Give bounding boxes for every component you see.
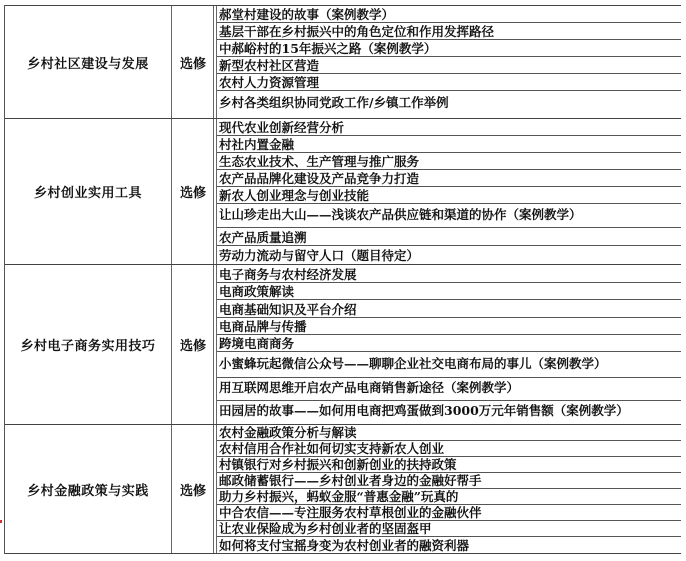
course-table (4, 5, 681, 554)
course-row: 劳动力流动与留守人口（题目待定） (219, 247, 420, 263)
category-cell: 乡村金融政策与实践 (27, 483, 149, 499)
table-section (5, 118, 681, 264)
course-row: 电商基础知识及平台介绍 (217, 300, 681, 318)
course-row: 让农业保险成为乡村创业者的坚固盔甲 (217, 521, 681, 537)
course-row: 农村人力资源管理 (217, 74, 681, 91)
course-row: 现代农业创新经营分析 (217, 119, 681, 136)
course-type-cell: 选修 (171, 265, 214, 424)
edge-mark (0, 520, 2, 523)
course-type-cell: 选修 (171, 119, 214, 264)
course-row: 小蜜蜂玩起微信公众号——聊聊企业社交电商布局的事儿（案例教学） (217, 352, 681, 378)
category-cell: 乡村电子商务实用技巧 (20, 339, 156, 354)
course-row: 中合农信——专注服务农村草根创业的金融伙伴 (217, 505, 681, 521)
course-row: 电商品牌与传播 (217, 318, 681, 335)
course-row: 基层干部在乡村振兴中的角色定位和作用发挥路径 (217, 23, 681, 40)
table-section (5, 5, 681, 118)
course-type-cell: 选修 (171, 6, 214, 118)
course-row: 乡村各类组织协同党政工作/乡镇工作举例 (219, 94, 449, 110)
course-row: 邮政储蓄银行——乡村创业者身边的金融好帮手 (217, 473, 681, 489)
course-row: 助力乡村振兴，蚂蚁金服“普惠金融”玩真的 (217, 489, 681, 505)
course-row: 农产品质量追溯 (217, 228, 681, 246)
course-row: 新型农村社区营造 (217, 57, 681, 74)
category-cell: 乡村创业实用工具 (33, 186, 142, 201)
course-list (217, 6, 681, 118)
course-list (217, 119, 681, 264)
course-row: 田园居的故事——如何用电商把鸡蛋做到3000万元年销售额（案例教学） (219, 403, 629, 419)
course-row: 新农人创业理念与创业技能 (217, 187, 681, 204)
course-row: 农村金融政策分析与解读 (217, 425, 681, 441)
course-row: 农村信用合作社如何切实支持新农人创业 (217, 441, 681, 457)
course-row: 如何将支付宝摇身变为农村创业者的融资利器 (219, 537, 470, 553)
course-row: 用互联网思维开启农产品电商销售新途径（案例教学） (217, 378, 681, 401)
course-row: 电商政策解读 (217, 283, 681, 300)
course-row: 村社内置金融 (217, 136, 681, 153)
course-row: 生态农业技术、生产管理与推广服务 (217, 153, 681, 170)
course-row: 电子商务与农村经济发展 (217, 265, 681, 283)
course-type-cell: 选修 (171, 425, 214, 553)
course-row: 跨境电商商务 (217, 335, 681, 352)
table-section (5, 264, 681, 424)
course-list (217, 425, 681, 553)
course-row: 中郝峪村的15年振兴之路（案例教学） (217, 40, 681, 57)
category-cell: 乡村社区建设与发展 (27, 56, 149, 72)
course-row: 让山珍走出大山——浅谈农产品供应链和渠道的协作（案例教学） (217, 204, 681, 228)
table-section (5, 424, 681, 554)
course-row: 郝堂村建设的故事（案例教学） (217, 6, 681, 23)
course-row: 农产品品牌化建设及产品竞争力打造 (217, 170, 681, 187)
course-list (217, 265, 681, 424)
course-row: 村镇银行对乡村振兴和创新创业的扶持政策 (217, 457, 681, 473)
